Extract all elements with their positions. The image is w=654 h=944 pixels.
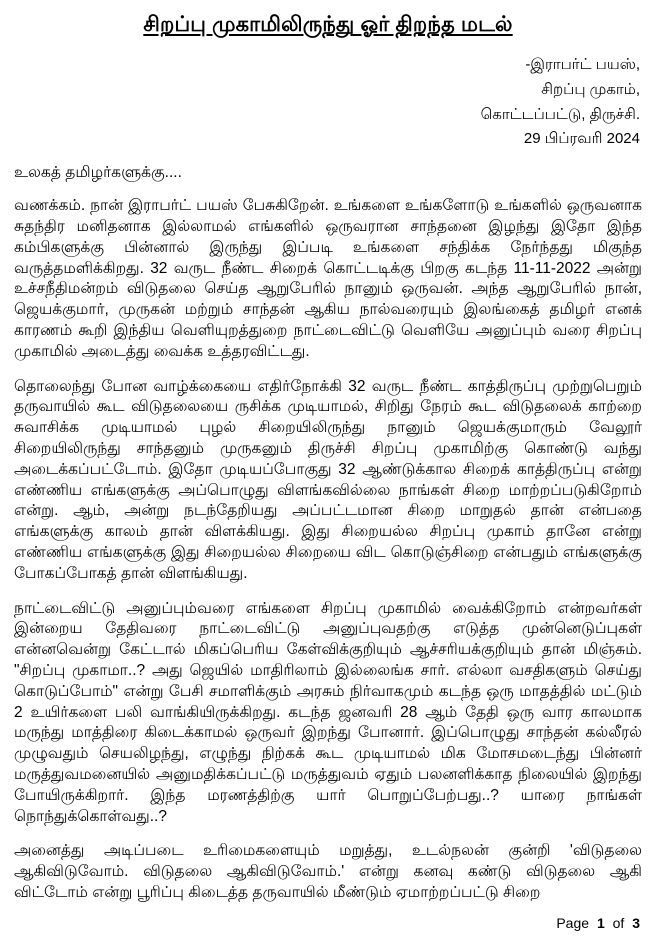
footer-of-word: of (612, 915, 625, 931)
body-paragraph-3: நாட்டைவிட்டு அனுப்பும்வரை எங்களை சிறப்பு முகாமில் வைக்கிறோம் என்றவர்கள் இன்றைய தேதிவரை நாட்டைவிட்டு அனுப்புவதற்கு எடுத்த முன்னெடுப்புகள் என்னவென்று கேட்டால் மிகப்பெரிய கேள்விக்குறியும் ஆச்சரியக்குறியும் தான் மிஞ்சும். "சிறப்பு முகாமா..? அது ஜெயில் மாதிரிலாம் இல்லைங்க சார். எல்லா வசதிகளும் செய்து கொடுப்போம்" என்று பேசி சமாளிக்கும் அரசும் நிர்வாகமும் கடந்த ஒரு மாதத்தில் மட்டும் 2 உயிர்களை பலி வாங்கியிருக்கிறது. கடந்த ஜனவரி 28 ஆம் தேதி ஒரு வார காலமாக மருந்து மாத்திரை கிடைக்காமல் ஒருவர் இறந்து போனார். இப்பொழுது சாந்தன் கல்லீரல் முழுவதும் செயலிழந்து, எழுந்து நிற்கக் கூட முடியாமல் மிக மோசமடைந்து பின்னர் மருத்துவமனையில் அனுமதிக்கப்பட்டு மருத்துவம் ஏதும் பலனளிக்காத நிலையில் இறந்து போயிருக்கிறார். இந்த மரணத்திற்கு யார் பொறுப்பேற்பது..? யாரை நாங்கள் நொந்துக்கொள்வது..? (14, 599, 642, 825)
body-paragraph-4: அனைத்து அடிப்படை உரிமைகளையும் மறுத்து, உடல்நலன் குன்றி 'விடுதலை ஆகிவிடுவோம். விடுதலை ஆகிவிடுவோம்.' என்று கனவு கண்டு விடுதலை ஆகி விட்டோம் என்று பூரிப்பு கிடைத்த தருவாயில் மீண்டும் ஏமாற்றப்பட்டு சிறை (14, 842, 642, 901)
author-location: கொட்டப்பட்டு, திருச்சி. (480, 105, 640, 123)
footer-total-pages: 3 (632, 915, 640, 931)
page-footer (556, 915, 640, 931)
signature-block (14, 53, 640, 152)
salutation: உலகத் தமிழர்களுக்கு.... (14, 164, 182, 182)
body-paragraph-1: வணக்கம். நான் இராபர்ட் பயஸ் பேசுகிறேன். உங்களை உங்களோடு உங்களில் ஒருவனாக சுதந்திர மனிதனாக இல்லாமல் எங்களில் ஒருவரான சாந்தனை இழந்து இதோ இந்த கம்பிகளுக்கு பின்னால் இருந்து இப்படி உங்களை சந்திக்க நேர்ந்தது மிகுந்த வருத்தமளிக்கிறது. 32 வருட நீண்ட சிறைக் கொட்டடிக்கு பிறகு கடந்த 11-11-2022 அன்று உச்சநீதிமன்றம் விடுதலை செய்த ஆறுபேரில் நானும் ஒருவன். அந்த ஆறுபேரில் நான், ஜெயக்குமார், முருகன் மற்றும் சாந்தன் ஆகிய நால்வரையும் இலங்கைத் தமிழர் எனக் காரணம் கூறி இந்திய வெளியுறத்துறை நாட்டைவிட்டு வெளியே அனுப்பும் வரை சிறப்பு முகாமில் அடைத்து வைக்க உத்தரவிட்டது. (14, 197, 642, 360)
body-paragraph-2: தொலைந்து போன வாழ்க்கையை எதிர்நோக்கி 32 வருட நீண்ட காத்திருப்பு முற்றுபெறும் தருவாயில் கூட விடுதலையை ருசிக்க முடியாமல், சிறிது நேரம் கூட விடுதலைக் காற்றை சுவாசிக்க முடியாமல் புழல் சிறையிலிருந்து நானும் ஜெயக்குமாரும் வேலூர் சிறையிலிருந்து சாந்தனும் முருகனும் திருச்சி சிறப்பு முகாமிற்கு கொண்டு வந்து அடைக்கப்பட்டோம். இதோ முடியப்போகுது 32 ஆண்டுக்கால சிறைக் காத்திருப்பு என்று எண்ணிய எங்களுக்கு அப்பொழுது விளங்கவில்லை நாங்கள் சிறை மாற்றப்படுகிறோம் என்று. ஆம், அன்று நடந்தேறியது அப்பட்டமான சிறை மாறுதல் தான் என்பதை எங்களுக்கு காலம் தான் விளக்கியது. இது சிறையல்ல சிறப்பு முகாம் தானே என்று எண்ணிய எங்களுக்கு இது சிறையல்ல சிறையை விட கொடுஞ்சிறை என்பதும் எங்களுக்கு போகப்போகத் தான் விளங்கியது. (14, 377, 642, 582)
letter-date: 29 பிப்ரவரி 2024 (523, 130, 640, 148)
footer-page-number: 1 (596, 915, 605, 931)
author-camp: சிறப்பு முகாம், (541, 80, 640, 98)
author-name: -இராபர்ட் பயஸ், (525, 56, 640, 73)
footer-page-word: Page (556, 915, 590, 931)
letter-title: சிறப்பு முகாமிலிருந்து ஓர் திறந்த மடல் (143, 13, 513, 36)
